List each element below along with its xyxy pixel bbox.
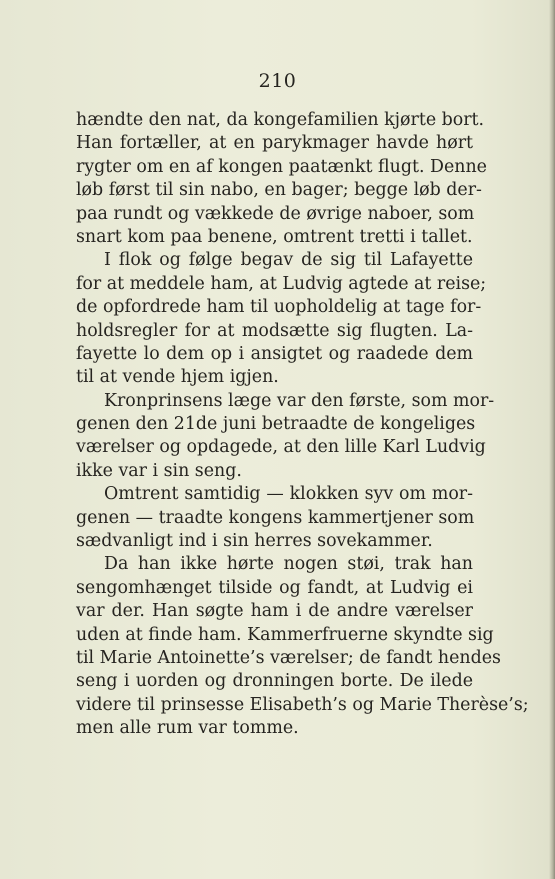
text-line: sædvanligt ind i sin herres sovekammer. (76, 531, 433, 552)
text-line: paa rundt og vækkede de øvrige naboer, som (76, 203, 475, 224)
text-line: seng i uorden og dronningen borte. De ilede (76, 671, 473, 692)
text-line: Da han ikke hørte nogen støi, trak han (104, 554, 473, 575)
text-line: til at vende hjem igjen. (76, 367, 279, 388)
text-line: hændte den nat, da kongefamilien kjørte bort. (76, 110, 485, 130)
text-line: Han fortæller, at en parykmager havde hørt (76, 133, 473, 154)
text-line: videre til prinsesse Elisabeth’s og Marie Therèse’s; (76, 694, 529, 715)
text-line: Omtrent samtidig — klokken syv om mor- (104, 484, 473, 505)
text-line: værelser og opdagede, at den lille Karl Ludvig (76, 437, 486, 458)
text-line: holdsregler for at modsætte sig flugten. La- (76, 320, 473, 341)
text-line: snart kom paa benene, omtrent tretti i tallet. (76, 226, 473, 247)
text-line: sengomhænget tilside og fandt, at Ludvig ei (76, 577, 473, 598)
text-line: fayette lo dem op i ansigtet og raadede dem (76, 343, 473, 364)
page-edge-shadow (549, 0, 555, 879)
body-text (76, 109, 529, 741)
text-line: genen — traadte kongens kammertjener som (76, 507, 475, 528)
page-number: 210 (258, 70, 297, 92)
text-line: I flok og følge begav de sig til Lafayette (104, 250, 473, 271)
text-line: de opfordrede ham til uopholdelig at tage for- (76, 297, 482, 318)
text-line: genen den 21de juni betraadte de kongeliges (76, 414, 476, 435)
text-line: løb først til sin nabo, en bager; begge løb der- (76, 180, 482, 201)
text-line: uden at finde ham. Kammerfruerne skyndte sig (76, 624, 494, 645)
text-line: Kronprinsens læge var den første, som mor- (104, 390, 495, 411)
text-line: men alle rum var tomme. (76, 718, 299, 739)
text-line: for at meddele ham, at Ludvig agtede at reise; (76, 273, 487, 294)
text-line: var der. Han søgte ham i de andre værelser (76, 601, 473, 622)
text-line: ikke var i sin seng. (76, 460, 242, 481)
text-line: rygter om en af kongen paatænkt flugt. Denne (76, 156, 487, 177)
text-line: til Marie Antoinette’s værelser; de fandt hendes (76, 647, 501, 668)
